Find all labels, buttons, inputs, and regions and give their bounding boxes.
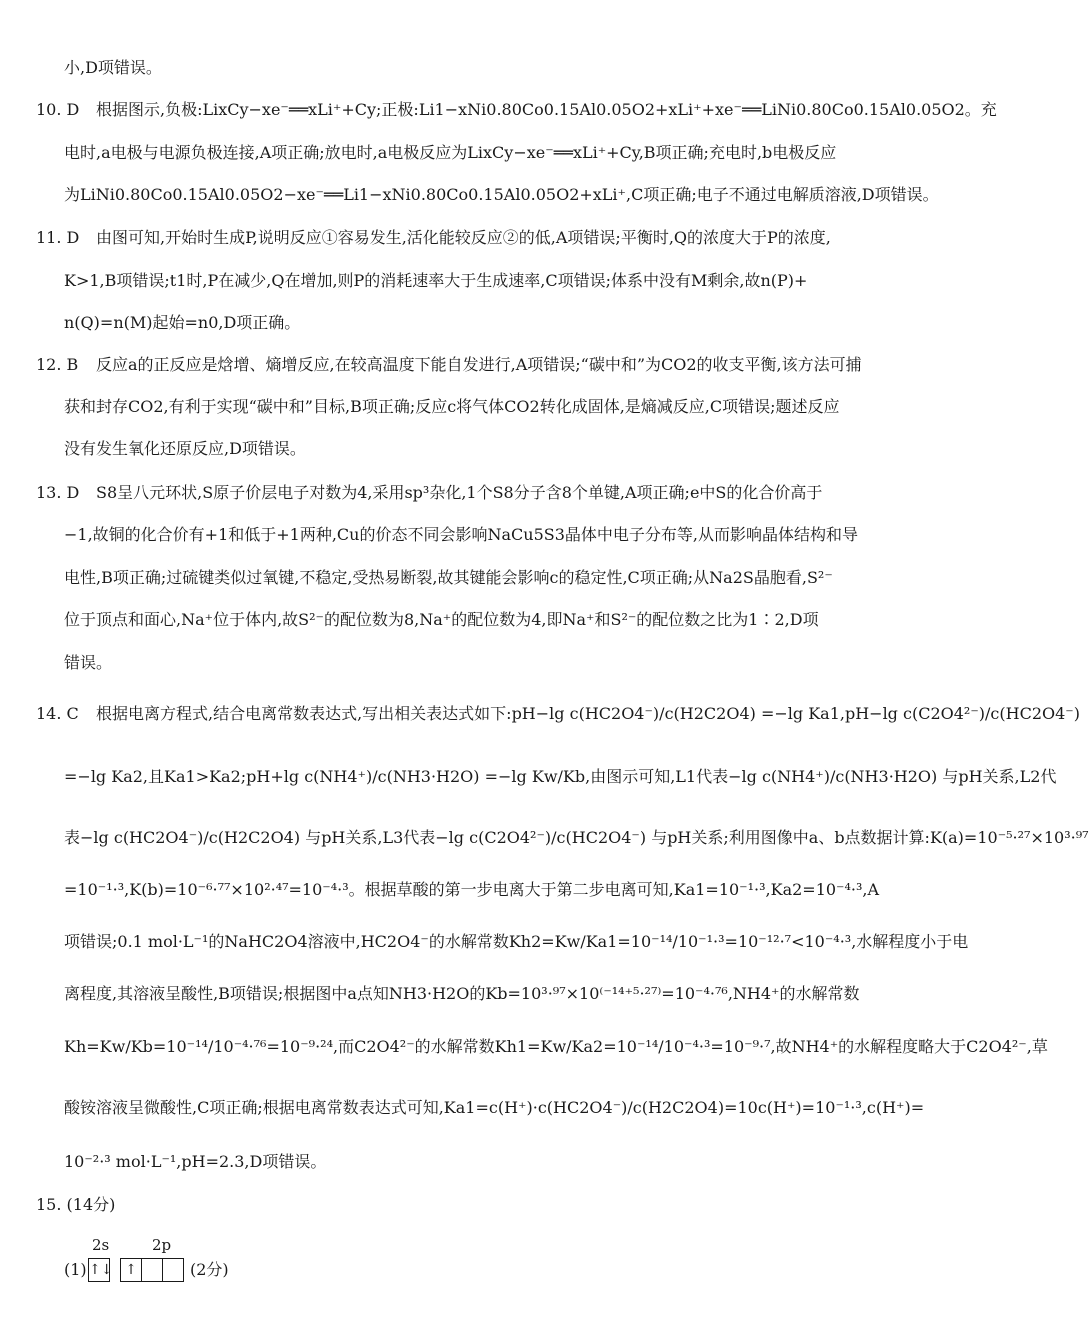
question-14-line-1 — [36, 702, 1080, 726]
question-number: 13. D — [36, 483, 80, 502]
question-13-line-4: 位于顶点和面心,Na⁺位于体内,故S²⁻的配位数为8,Na⁺的配位数为4,即Na⁺和S²⁻的配位数之比为1∶2,D项 — [64, 610, 819, 629]
question-text: 根据电离方程式,结合电离常数表达式,写出相关表达式如下:pH−lg c(HC2O4⁻)/c(H2C2O4) =−lg Ka1,pH−lg c(C2O4²⁻)/c(HC2O4⁻) — [96, 704, 1080, 723]
question-number: 12. B — [36, 355, 79, 374]
question-13-line-2: −1,故铜的化合价有+1和低于+1两种,Cu的价态不同会影响NaCu5S3晶体中电子分布等,从而影响晶体结构和导 — [64, 525, 858, 544]
question-13-line-5: 错误。 — [64, 653, 113, 672]
question-14-line-8: 酸铵溶液呈微酸性,C项正确;根据电离常数表达式可知,Ka1=c(H⁺)·c(HC2O4⁻)/c(H2C2O4)=10c(H⁺)=10⁻¹·³,c(H⁺)= — [64, 1098, 925, 1117]
question-number: 14. C — [36, 704, 79, 723]
question-11-line-2: K>1,B项错误;t1时,P在减少,Q在增加,则P的消耗速率大于生成速率,C项错误;体系中没有M剩余,故n(P)+ — [64, 271, 808, 290]
question-11-line-3: n(Q)=n(M)起始=n0,D项正确。 — [64, 313, 301, 332]
question-12-line-1 — [36, 353, 916, 377]
orbital-label-2p: 2p — [152, 1236, 172, 1254]
question-10-line-2: 电时,a电极与电源负极连接,A项正确;放电时,a电极反应为LixCy−xe⁻══xLi⁺+Cy,B项正确;充电时,b电极反应 — [64, 143, 837, 162]
text-line: 小,D项错误。 — [64, 58, 162, 77]
question-14-line-7: Kh=Kw/Kb=10⁻¹⁴/10⁻⁴·⁷⁶=10⁻⁹·²⁴,而C2O4²⁻的水解常数Kh1=Kw/Ka2=10⁻¹⁴/10⁻⁴·³=10⁻⁹·⁷,故NH4⁺的水解程度略大于C2O4²⁻,草 — [64, 1037, 1048, 1056]
question-11-line-1 — [36, 226, 916, 250]
score-label: (2分) — [190, 1260, 229, 1279]
question-text: 由图可知,开始时生成P,说明反应①容易发生,活化能较反应②的低,A项错误;平衡时,Q的浓度大于P的浓度, — [96, 228, 831, 247]
orbital-box-2p-1: ↑ — [120, 1258, 142, 1282]
question-text: S8呈八元环状,S原子价层电子对数为4,采用sp³杂化,1个S8分子含8个单键,A项正确;e中S的化合价高于 — [96, 483, 823, 502]
question-number: 10. D — [36, 100, 80, 119]
question-text: 反应a的正反应是焓增、熵增反应,在较高温度下能自发进行,A项错误;“碳中和”为CO2的收支平衡,该方法可捕 — [96, 355, 862, 374]
question-text: 根据图示,负极:LixCy−xe⁻══xLi⁺+Cy;正极:Li1−xNi0.80Co0.15Al0.05O2+xLi⁺+xe⁻══LiNi0.80Co0.15Al0.05O2。充 — [96, 100, 997, 119]
orbital-box-2s: ↑↓ — [88, 1258, 110, 1282]
question-10-line-1 — [36, 98, 997, 122]
question-14-line-4: =10⁻¹·³,K(b)=10⁻⁶·⁷⁷×10²·⁴⁷=10⁻⁴·³。根据草酸的第一步电离大于第二步电离可知,Ka1=10⁻¹·³,Ka2=10⁻⁴·³,A — [64, 880, 880, 899]
orbital-label-2s: 2s — [92, 1236, 110, 1254]
part-label: (1) — [64, 1260, 87, 1279]
question-15-header: 15. (14分) — [36, 1195, 116, 1214]
question-number: 11. D — [36, 228, 80, 247]
question-14-line-5: 项错误;0.1 mol·L⁻¹的NaHC2O4溶液中,HC2O4⁻的水解常数Kh2=Kw/Ka1=10⁻¹⁴/10⁻¹·³=10⁻¹²·⁷<10⁻⁴·³,水解程度小于电 — [64, 932, 969, 951]
orbital-box-2p-2 — [141, 1258, 163, 1282]
question-12-line-2: 获和封存CO2,有利于实现“碳中和”目标,B项正确;反应c将气体CO2转化成固体,是熵减反应,C项错误;题述反应 — [64, 397, 840, 416]
question-14-line-2: =−lg Ka2,且Ka1>Ka2;pH+lg c(NH4⁺)/c(NH3·H2O) =−lg Kw/Kb,由图示可知,L1代表−lg c(NH4⁺)/c(NH3·H2O) 与pH关系,L2代 — [64, 767, 1057, 786]
orbital-diagram — [64, 1236, 364, 1296]
orbital-box-2p-3 — [162, 1258, 184, 1282]
question-14-line-9: 10⁻²·³ mol·L⁻¹,pH=2.3,D项错误。 — [64, 1152, 327, 1171]
question-12-line-3: 没有发生氧化还原反应,D项错误。 — [64, 439, 306, 458]
question-10-line-3: 为LiNi0.80Co0.15Al0.05O2−xe⁻══Li1−xNi0.80Co0.15Al0.05O2+xLi⁺,C项正确;电子不通过电解质溶液,D项错误。 — [64, 185, 939, 204]
question-13-line-1 — [36, 481, 916, 505]
question-14-line-3: 表−lg c(HC2O4⁻)/c(H2C2O4) 与pH关系,L3代表−lg c(C2O4²⁻)/c(HC2O4⁻) 与pH关系;利用图像中a、b点数据计算:K(a)=10⁻⁵·²⁷×10³·⁹⁷ — [64, 828, 1089, 847]
question-13-line-3: 电性,B项正确;过硫键类似过氧键,不稳定,受热易断裂,故其键能会影响c的稳定性,C项正确;从Na2S晶胞看,S²⁻ — [64, 568, 833, 587]
question-14-line-6: 离程度,其溶液呈酸性,B项错误;根据图中a点知NH3·H2O的Kb=10³·⁹⁷×10⁽⁻¹⁴⁺⁵·²⁷⁾=10⁻⁴·⁷⁶,NH4⁺的水解常数 — [64, 984, 860, 1003]
